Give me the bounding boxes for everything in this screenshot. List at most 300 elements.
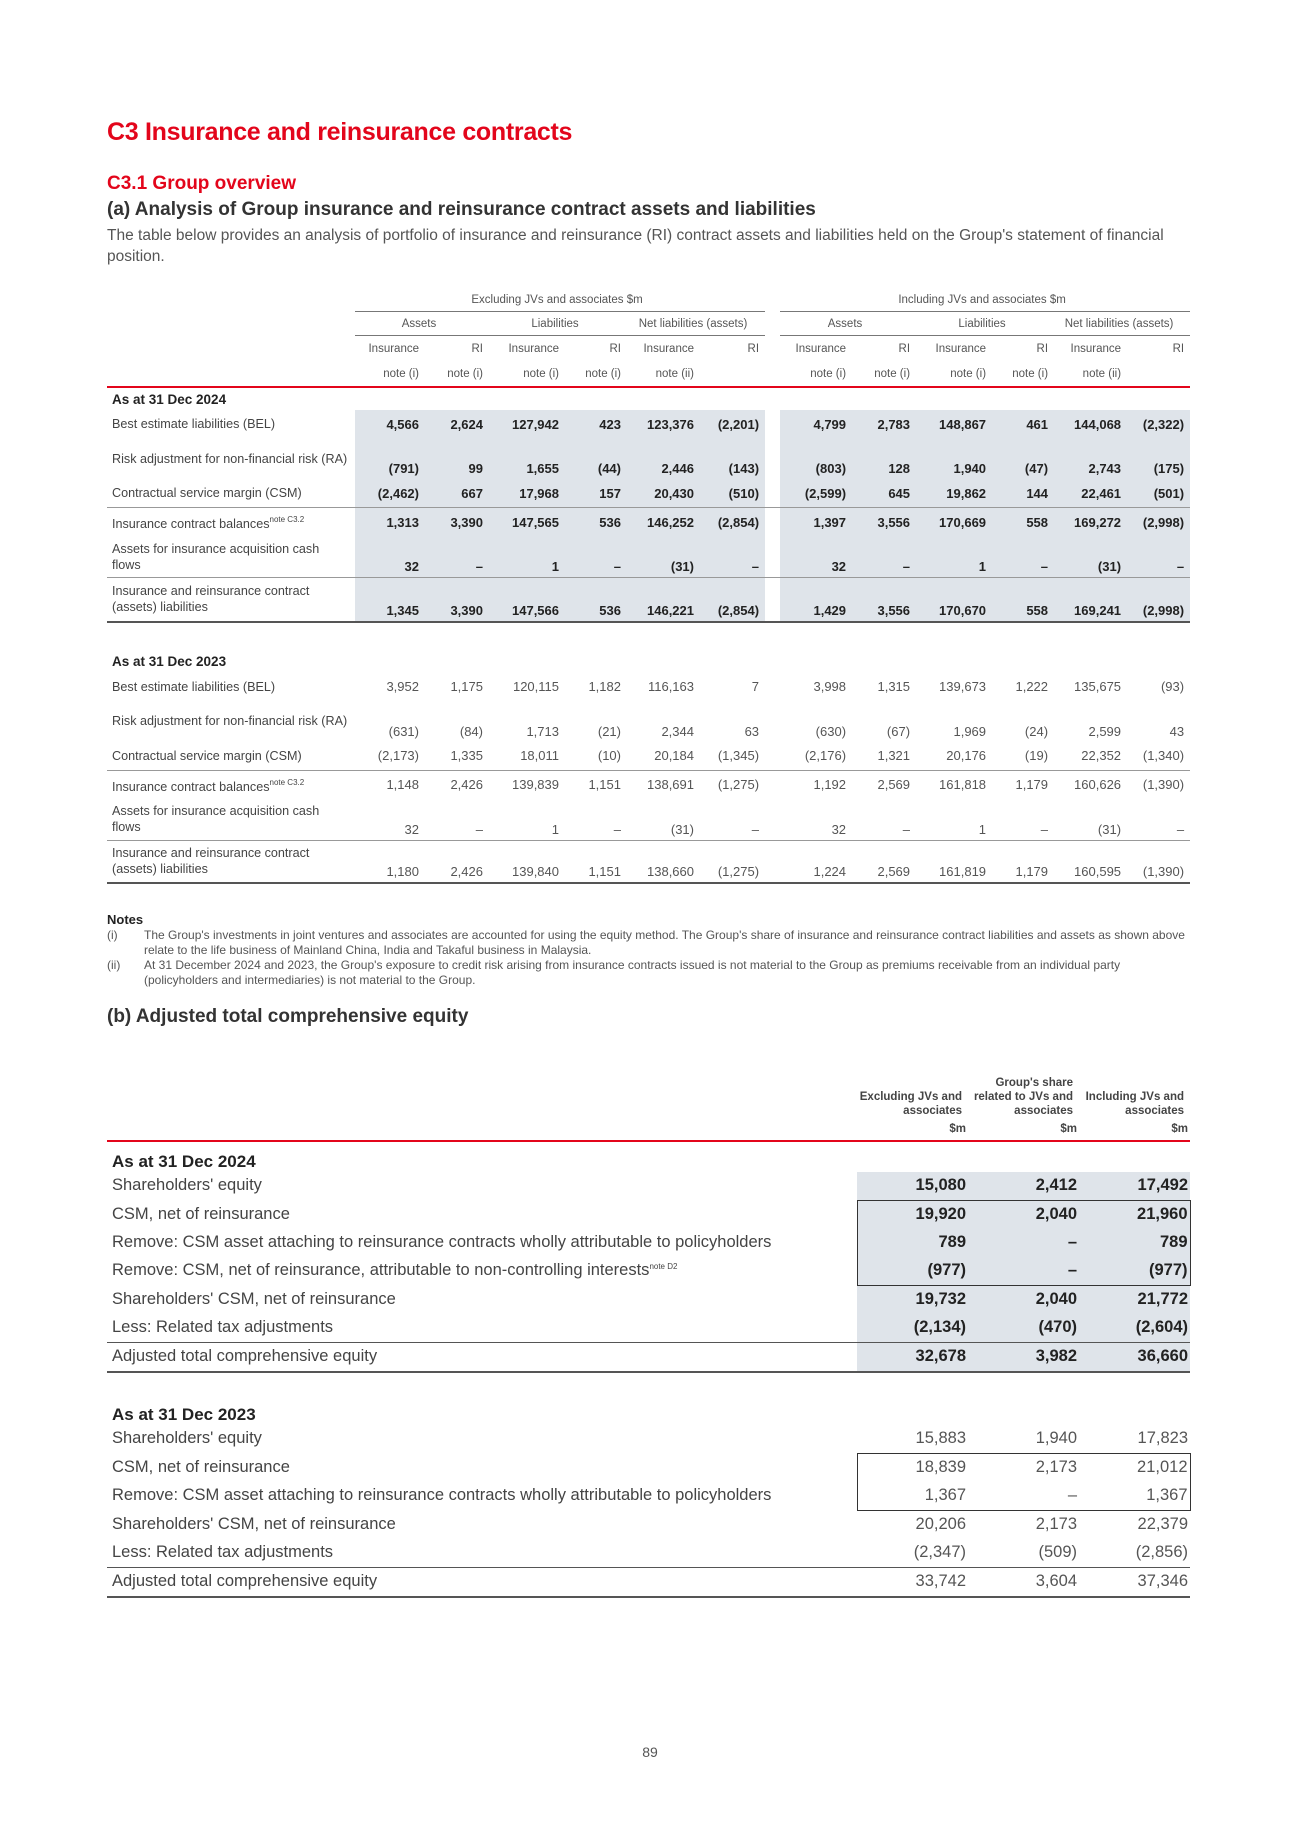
cell-value: 2,446: [627, 438, 700, 479]
cell-value: (175): [1127, 438, 1190, 479]
equity-table: [107, 1048, 1191, 1598]
col-note: note (i): [489, 361, 565, 387]
cell-value: 18,839: [857, 1453, 968, 1482]
cell-value: (509): [1038, 1543, 1077, 1561]
cell-value: (1,275): [700, 840, 765, 883]
cell-value: 19,920: [857, 1200, 968, 1229]
cell-value: (31): [1054, 799, 1127, 841]
sub-header-liabilities: Liabilities: [489, 312, 627, 336]
cell-value: (2,998): [1127, 578, 1190, 622]
cell-value: 21,772: [1079, 1285, 1190, 1314]
cell-value: 21,012: [1079, 1453, 1190, 1482]
cell-value: 1,179: [992, 840, 1054, 883]
row-label: Best estimate liabilities (BEL): [112, 679, 276, 694]
cell-value: 17,968: [489, 479, 565, 508]
col-insurance: Insurance: [355, 336, 425, 362]
note-number: (ii): [107, 957, 121, 972]
cell-value: 17,823: [1137, 1429, 1188, 1447]
col-insurance: Insurance: [489, 336, 565, 362]
cell-value: (2,201): [700, 410, 765, 438]
row-label: Assets for insurance acquisition cash flows: [107, 799, 355, 841]
cell-value: 116,163: [647, 679, 694, 694]
cell-value: –: [992, 536, 1054, 578]
cell-value: (803): [780, 438, 852, 479]
row-label: Risk adjustment for non-financial risk (RA): [112, 451, 348, 466]
cell-value: –: [565, 799, 627, 841]
cell-value: 536: [565, 578, 627, 622]
cell-value: (977): [857, 1257, 968, 1286]
table-row: [107, 536, 1190, 578]
row-label: Risk adjustment for non-financial risk (RA): [112, 714, 348, 728]
cell-value: 1,655: [489, 438, 565, 479]
cell-value: 4,799: [780, 410, 852, 438]
row-label: Shareholders' equity: [112, 1176, 262, 1195]
cell-value: (1,340): [1127, 742, 1190, 771]
cell-value: 3,604: [968, 1567, 1079, 1597]
cell-value: (24): [1024, 723, 1049, 739]
col-note: note (ii): [1054, 361, 1127, 387]
column-header-row: [107, 336, 1190, 362]
row-label: Less: Related tax adjustments: [112, 1318, 334, 1336]
cell-value: 789: [857, 1229, 968, 1257]
cell-value: 1,175: [450, 679, 483, 694]
cell-value: 789: [1079, 1229, 1190, 1257]
cell-value: 1,148: [386, 777, 419, 792]
cell-value: (1,390): [1127, 840, 1190, 883]
column-note-row: [107, 361, 1190, 387]
cell-value: (31): [627, 536, 700, 578]
note-ref: note D2: [649, 1262, 678, 1272]
cell-value: (501): [1127, 479, 1190, 508]
equity-header-row: [107, 1048, 1190, 1118]
cell-value: 2,624: [425, 410, 489, 438]
cell-value: 15,080: [857, 1172, 968, 1201]
cell-value: 160,626: [1074, 777, 1122, 792]
row-label: Remove: CSM asset attaching to reinsurance contracts wholly attributable to policyholders: [112, 1233, 772, 1251]
table-row: [107, 410, 1190, 438]
cell-value: 3,952: [386, 679, 419, 694]
row-label: CSM, net of reinsurance: [112, 1457, 290, 1476]
section-b-heading: (b) Adjusted total comprehensive equity: [107, 1005, 469, 1027]
cell-value: 161,818: [939, 777, 987, 792]
row-label: Best estimate liabilities (BEL): [112, 417, 276, 431]
col-note: note (i): [780, 361, 852, 387]
note-item: [107, 928, 1190, 958]
cell-value: 146,252: [627, 508, 700, 537]
note-number: (i): [107, 927, 118, 942]
cell-value: 423: [565, 410, 627, 438]
cell-value: 1,151: [565, 840, 627, 883]
page-content: [107, 118, 1190, 1598]
col-note: note (i): [992, 361, 1054, 387]
cell-value: 645: [852, 479, 916, 508]
table-row: [107, 1172, 1190, 1201]
page-number: 89: [642, 1744, 658, 1760]
cell-value: 20,206: [915, 1515, 966, 1533]
section-subtitle: C3.1 Group overview: [107, 173, 297, 194]
cell-value: 157: [565, 479, 627, 508]
cell-value: 138,660: [627, 840, 700, 883]
col-insurance: Insurance: [780, 336, 852, 362]
row-label: Shareholders' equity: [112, 1429, 262, 1448]
col-insurance: Insurance: [916, 336, 992, 362]
row-label: Contractual service margin (CSM): [107, 742, 355, 771]
unit-label: $m: [968, 1118, 1079, 1141]
cell-value: 1,940: [916, 438, 992, 479]
table-row: [107, 438, 1190, 479]
table-row: [107, 742, 1190, 771]
cell-value: 2,569: [852, 840, 916, 883]
cell-value: 4,566: [355, 410, 425, 438]
cell-value: 1,940: [1035, 1429, 1077, 1447]
cell-value: (791): [355, 438, 425, 479]
cell-value: 32: [355, 536, 425, 578]
cell-value: 32: [355, 799, 425, 841]
col-insurance: Insurance: [627, 336, 700, 362]
cell-value: (631): [388, 723, 419, 739]
row-label: Insurance and reinsurance contract (assets) liabilities: [107, 578, 355, 622]
cell-value: 139,839: [512, 777, 559, 792]
table-row: [107, 1257, 1190, 1286]
cell-value: –: [425, 799, 489, 841]
row-label: Insurance and reinsurance contract (assets) liabilities: [107, 840, 355, 883]
cell-value: (67): [886, 723, 911, 739]
row-label: Remove: CSM, net of reinsurance, attributable to non-controlling interests$^{note D2}$: [112, 1261, 678, 1280]
table-a-2023: [107, 651, 1190, 883]
cell-value: 169,272: [1054, 508, 1127, 537]
cell-value: (1,345): [700, 742, 765, 771]
col-note: note (i): [425, 361, 489, 387]
cell-value: –: [1127, 799, 1190, 841]
cell-value: (2,134): [857, 1314, 968, 1343]
table-row: [107, 508, 1190, 537]
cell-value: 99: [425, 438, 489, 479]
cell-value: –: [852, 536, 916, 578]
cell-value: 1,151: [588, 777, 621, 792]
cell-value: 461: [992, 410, 1054, 438]
contracts-table: [107, 289, 1190, 884]
row-label: Adjusted total comprehensive equity: [107, 1567, 857, 1597]
table-row: [107, 1200, 1190, 1229]
cell-value: 1,224: [780, 840, 852, 883]
cell-value: (10): [565, 742, 627, 771]
col-ri: RI: [852, 336, 916, 362]
cell-value: 21,960: [1079, 1200, 1190, 1229]
cell-value: (2,322): [1127, 410, 1190, 438]
cell-value: –: [425, 536, 489, 578]
cell-value: 18,011: [489, 742, 565, 771]
table-row: [107, 701, 1190, 742]
table-row: [107, 1510, 1190, 1539]
cell-value: 22,461: [1054, 479, 1127, 508]
table-row: [107, 578, 1190, 622]
group-header-excl: Excluding JVs and associates $m: [355, 289, 765, 312]
cell-value: 1,367: [857, 1482, 968, 1511]
cell-value: (19): [992, 742, 1054, 771]
row-label: Insurance contract balances$^{note C3.2}$: [112, 515, 305, 531]
table-b-2023: [107, 1395, 1190, 1597]
cell-value: 120,115: [512, 679, 559, 694]
table-row: [107, 479, 1190, 508]
notes: [107, 912, 1190, 988]
table-row: [107, 673, 1190, 701]
note-ref: note C3.2: [269, 777, 305, 787]
cell-value: 1,367: [1079, 1482, 1190, 1511]
cell-value: 2,040: [968, 1200, 1079, 1229]
cell-value: (630): [815, 723, 847, 739]
group-header-incl: Including JVs and associates $m: [780, 289, 1190, 312]
cell-value: 20,184: [627, 742, 700, 771]
cell-value: –: [700, 536, 765, 578]
row-label: CSM, net of reinsurance: [112, 1204, 290, 1223]
row-label: Assets for insurance acquisition cash flows: [107, 536, 355, 578]
cell-value: (2,854): [700, 508, 765, 537]
table-group-header: [107, 289, 1190, 312]
cell-value: 1,222: [1015, 679, 1049, 694]
cell-value: –: [852, 799, 916, 841]
cell-value: 123,376: [627, 410, 700, 438]
cell-value: 2,412: [968, 1172, 1079, 1201]
table-row: [107, 1539, 1190, 1568]
cell-value: 36,660: [1079, 1342, 1190, 1372]
col-including: Including JVs and associates: [1085, 1090, 1184, 1117]
table-row: [107, 840, 1190, 883]
table-row: [107, 1314, 1190, 1343]
cell-value: 2,743: [1054, 438, 1127, 479]
cell-value: 7: [751, 679, 760, 694]
cell-value: (977): [1079, 1257, 1190, 1286]
table-row: [107, 1482, 1190, 1511]
cell-value: 147,565: [489, 508, 565, 537]
col-note: note (i): [916, 361, 992, 387]
cell-value: 1,345: [355, 578, 425, 622]
cell-value: 2,599: [1088, 723, 1122, 739]
note-text: The Group's investments in joint ventures and associates are accounted for using the equity method. The Group's share of insurance and reinsurance contract liabilities and assets as shown above relate to the life business of Mainland China, India and Takaful business in Malaysia.: [144, 927, 1185, 957]
cell-value: 3,390: [425, 508, 489, 537]
cell-value: 22,352: [1054, 742, 1127, 771]
cell-value: 139,840: [489, 840, 565, 883]
section-a-intro: The table below provides an analysis of portfolio of insurance and reinsurance (RI) contract assets and liabilities held on the Group's statement of financial position.: [107, 227, 1164, 265]
table-row: [107, 1453, 1190, 1482]
cell-value: (93): [1160, 679, 1185, 694]
sub-header-assets: Assets: [355, 312, 489, 336]
col-ri: RI: [1127, 336, 1190, 362]
col-ri: RI: [700, 336, 765, 362]
table-b-2024: [107, 1141, 1190, 1372]
cell-value: 1,192: [813, 777, 847, 792]
cell-value: 63: [744, 723, 760, 739]
year-label-2023: As at 31 Dec 2023: [112, 654, 227, 669]
cell-value: 1,179: [1015, 777, 1049, 792]
col-note: note (i): [852, 361, 916, 387]
cell-value: 169,241: [1054, 578, 1127, 622]
cell-value: 1: [489, 536, 565, 578]
cell-value: 160,595: [1054, 840, 1127, 883]
row-label: Shareholders' CSM, net of reinsurance: [112, 1289, 396, 1308]
cell-value: 1,335: [425, 742, 489, 771]
cell-value: 147,566: [489, 578, 565, 622]
table-row: [107, 1567, 1190, 1597]
cell-value: 32: [780, 536, 852, 578]
cell-value: 1,713: [526, 723, 559, 739]
cell-value: (21): [597, 723, 621, 739]
cell-value: 3,556: [852, 508, 916, 537]
table-row: [107, 1285, 1190, 1314]
section-a-heading: (a) Analysis of Group insurance and reinsurance contract assets and liabilities: [107, 199, 816, 220]
cell-value: 32: [780, 799, 852, 841]
cell-value: –: [565, 536, 627, 578]
cell-value: 667: [425, 479, 489, 508]
cell-value: 146,221: [627, 578, 700, 622]
cell-value: 558: [992, 578, 1054, 622]
cell-value: 1,969: [953, 723, 987, 739]
cell-value: (31): [627, 799, 700, 841]
cell-value: 170,669: [916, 508, 992, 537]
cell-value: 170,670: [916, 578, 992, 622]
cell-value: 3,556: [852, 578, 916, 622]
table-row: [107, 1425, 1190, 1454]
cell-value: (2,604): [1079, 1314, 1190, 1343]
col-note: note (i): [565, 361, 627, 387]
cell-value: (2,462): [355, 479, 425, 508]
cell-value: (47): [992, 438, 1054, 479]
cell-value: 1,397: [780, 508, 852, 537]
sub-header-liabilities: Liabilities: [916, 312, 1054, 336]
table-row: [107, 1229, 1190, 1257]
sub-header-net: Net liabilities (assets): [627, 312, 765, 336]
sub-header-net: Net liabilities (assets): [1054, 312, 1190, 336]
year-label-2024: As at 31 Dec 2024: [112, 391, 227, 407]
cell-value: 15,883: [915, 1429, 966, 1447]
cell-value: 161,819: [916, 840, 992, 883]
cell-value: 3,982: [968, 1342, 1079, 1372]
cell-value: 148,867: [916, 410, 992, 438]
notes-heading: Notes: [107, 911, 144, 927]
row-label: Insurance contract balances$^{note C3.2}$: [112, 777, 305, 794]
cell-value: –: [700, 799, 765, 841]
cell-value: 2,783: [852, 410, 916, 438]
note-item: [107, 958, 1190, 988]
table-row: [107, 770, 1190, 799]
cell-value: 2,569: [877, 777, 911, 792]
table-row: [107, 1342, 1190, 1372]
cell-value: 2,040: [968, 1285, 1079, 1314]
sub-header-assets: Assets: [780, 312, 916, 336]
col-ri: RI: [425, 336, 489, 362]
col-group-share: Group's share related to JVs and associates: [973, 1076, 1073, 1117]
cell-value: 2,426: [425, 840, 489, 883]
unit-label: $m: [1079, 1118, 1190, 1141]
note-ref: note C3.2: [269, 515, 305, 524]
cell-value: 1,321: [852, 742, 916, 771]
row-label: Remove: CSM asset attaching to reinsurance contracts wholly attributable to policyholders: [112, 1486, 772, 1505]
cell-value: –: [1127, 536, 1190, 578]
cell-value: 1,313: [355, 508, 425, 537]
cell-value: (2,998): [1127, 508, 1190, 537]
year-label-2024: As at 31 Dec 2024: [112, 1151, 256, 1171]
row-label: Less: Related tax adjustments: [112, 1543, 334, 1561]
cell-value: 138,691: [647, 777, 694, 792]
cell-value: 20,430: [627, 479, 700, 508]
cell-value: 19,862: [916, 479, 992, 508]
cell-value: 128: [852, 438, 916, 479]
cell-value: (2,173): [355, 742, 425, 771]
cell-value: 3,390: [425, 578, 489, 622]
cell-value: 2,426: [450, 777, 483, 792]
cell-value: 1,315: [877, 679, 911, 694]
note-text: At 31 December 2024 and 2023, the Group's exposure to credit risk arising from insurance contracts issued is not material to the Group as premiums receivable from an individual party (policyholders and intermediaries) is not material to the Group.: [144, 957, 1121, 987]
cell-value: –: [968, 1482, 1079, 1511]
cell-value: –: [968, 1257, 1079, 1286]
cell-value: (2,347): [913, 1543, 966, 1561]
row-label: Shareholders' CSM, net of reinsurance: [112, 1514, 396, 1533]
cell-value: 19,732: [857, 1285, 968, 1314]
col-note: note (i): [355, 361, 425, 387]
cell-value: (31): [1054, 536, 1127, 578]
cell-value: 1: [916, 799, 992, 841]
cell-value: 1: [916, 536, 992, 578]
cell-value: 3,998: [813, 679, 847, 694]
cell-value: 33,742: [857, 1567, 968, 1597]
cell-value: 22,379: [1137, 1515, 1188, 1533]
table-row: [107, 799, 1190, 841]
col-note: note (ii): [627, 361, 700, 387]
cell-value: 32,678: [857, 1342, 968, 1372]
cell-value: –: [968, 1229, 1079, 1257]
cell-value: 1: [489, 799, 565, 841]
cell-value: 1,180: [355, 840, 425, 883]
col-excluding: Excluding JVs and associates: [859, 1090, 962, 1117]
cell-value: 144: [992, 479, 1054, 508]
cell-value: (470): [968, 1314, 1079, 1343]
page-title: C3 Insurance and reinsurance contracts: [107, 118, 573, 146]
cell-value: (1,275): [717, 777, 760, 792]
cell-value: 135,675: [1074, 679, 1122, 694]
cell-value: 1,182: [588, 679, 621, 694]
row-label: Contractual service margin (CSM): [107, 479, 355, 508]
cell-value: 20,176: [916, 742, 992, 771]
cell-value: (84): [459, 723, 483, 739]
col-ri: RI: [992, 336, 1054, 362]
year-label-2023: As at 31 Dec 2023: [112, 1404, 256, 1424]
cell-value: 43: [1169, 723, 1185, 739]
col-insurance: Insurance: [1054, 336, 1127, 362]
col-ri: RI: [565, 336, 627, 362]
cell-value: (2,854): [700, 578, 765, 622]
cell-value: 144,068: [1054, 410, 1127, 438]
cell-value: 127,942: [489, 410, 565, 438]
cell-value: –: [992, 799, 1054, 841]
cell-value: 558: [992, 508, 1054, 537]
unit-label: $m: [857, 1118, 968, 1141]
cell-value: (2,599): [780, 479, 852, 508]
cell-value: 139,673: [939, 679, 987, 694]
cell-value: 2,344: [661, 723, 694, 739]
cell-value: 17,492: [1079, 1172, 1190, 1201]
cell-value: (510): [700, 479, 765, 508]
equity-unit-row: [107, 1118, 1190, 1141]
row-label: Adjusted total comprehensive equity: [107, 1342, 857, 1372]
cell-value: 536: [565, 508, 627, 537]
cell-value: (143): [700, 438, 765, 479]
cell-value: (2,856): [1135, 1543, 1188, 1561]
cell-value: 2,173: [1035, 1515, 1077, 1533]
cell-value: 2,173: [968, 1453, 1079, 1482]
table-sub-header: [107, 312, 1190, 336]
cell-value: 37,346: [1079, 1567, 1190, 1597]
cell-value: (44): [565, 438, 627, 479]
cell-value: 1,429: [780, 578, 852, 622]
